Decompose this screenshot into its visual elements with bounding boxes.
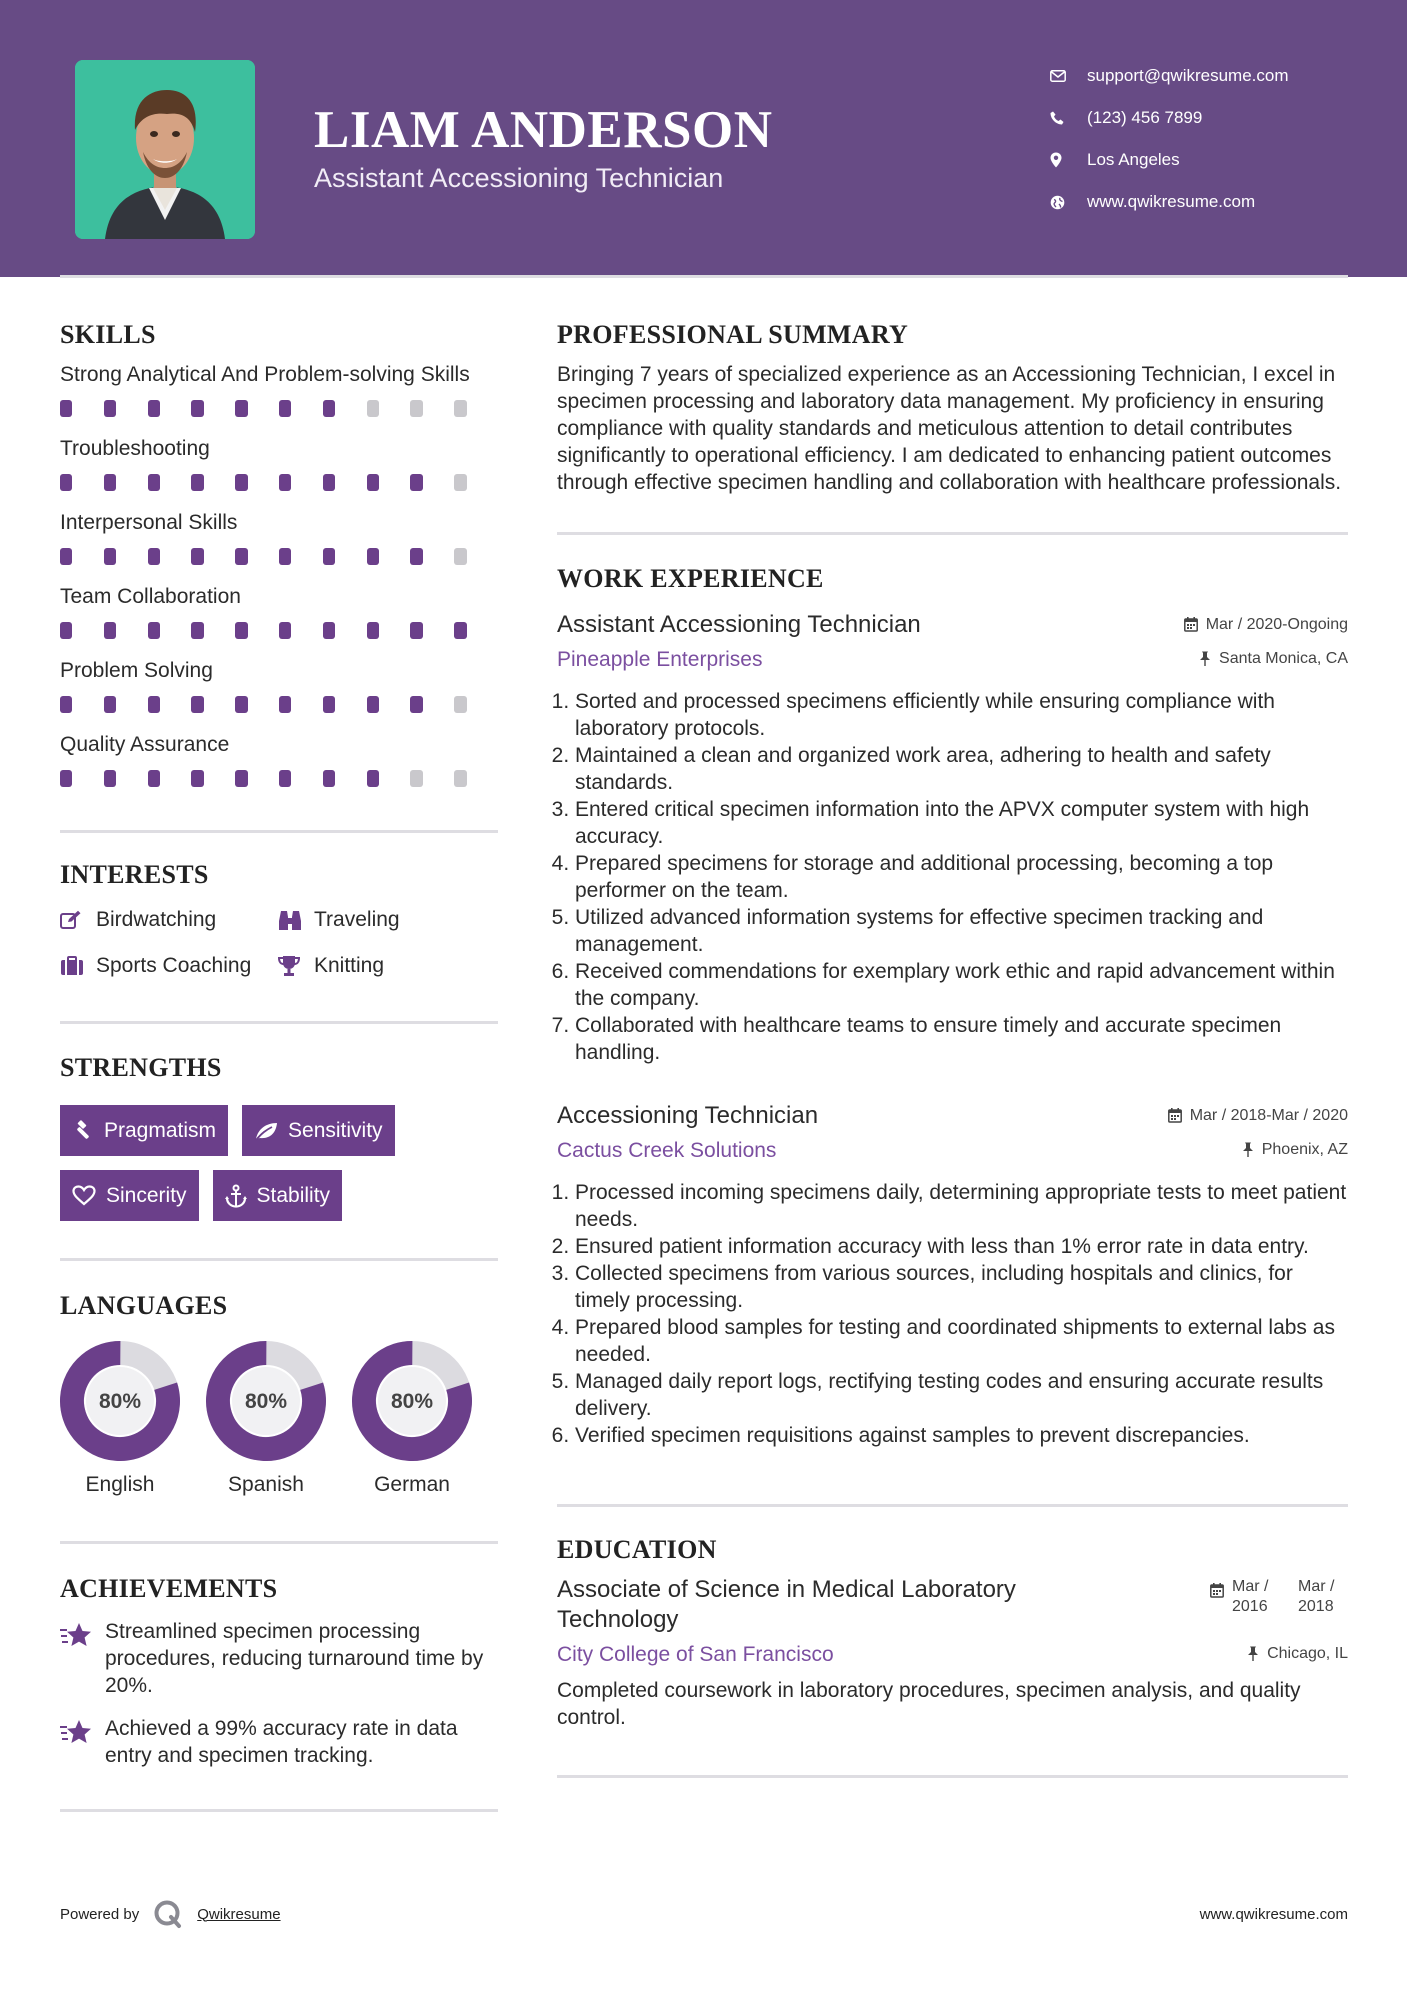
envelope-icon xyxy=(1050,70,1087,82)
experience-heading: WORK EXPERIENCE xyxy=(557,564,824,593)
contact-website[interactable] xyxy=(1050,181,1370,223)
job-bullet: 1. Sorted and processed specimens efficiently while ensuring compliance with laboratory protocols. xyxy=(575,688,1348,742)
star-icon xyxy=(60,1715,105,1769)
achievements-section xyxy=(60,1574,498,1769)
heart-icon xyxy=(72,1185,96,1206)
job-head xyxy=(557,611,1348,639)
interests-list xyxy=(60,907,498,979)
rating-dot-empty xyxy=(454,548,466,565)
section-divider xyxy=(557,532,1348,535)
skill-item xyxy=(60,435,498,492)
section-divider xyxy=(557,1504,1348,1507)
rating-dot-filled xyxy=(191,696,203,713)
skill-rating xyxy=(60,547,498,566)
anchor-icon xyxy=(225,1184,247,1208)
interest-item xyxy=(278,953,498,979)
rating-dot-filled xyxy=(410,548,422,565)
rating-dot-empty xyxy=(454,400,466,417)
skill-item xyxy=(60,583,498,640)
contact-list xyxy=(1050,55,1370,223)
rating-dot-filled xyxy=(104,474,116,491)
job-head xyxy=(557,1102,1348,1130)
job-title: Assistant Accessioning Technician xyxy=(557,611,921,638)
interest-item xyxy=(278,907,498,933)
rating-dot-filled xyxy=(235,548,247,565)
language-item xyxy=(206,1341,326,1497)
summary-heading: PROFESSIONAL SUMMARY xyxy=(557,320,909,349)
skill-rating xyxy=(60,769,498,788)
skill-item xyxy=(60,731,498,788)
rating-dot-empty xyxy=(410,770,422,787)
rating-dot-filled xyxy=(60,474,72,491)
rating-dot-filled xyxy=(235,622,247,639)
pushpin-icon xyxy=(1199,651,1211,666)
calendar-icon xyxy=(1184,617,1198,632)
skills-heading: SKILLS xyxy=(60,320,156,349)
strengths-section xyxy=(60,1053,498,1221)
rating-dot-filled xyxy=(410,622,422,639)
rating-dot-filled xyxy=(104,696,116,713)
rating-dot-filled xyxy=(410,696,422,713)
rating-dot-filled xyxy=(454,622,466,639)
rating-dot-filled xyxy=(148,770,160,787)
candidate-name: LIAM ANDERSON xyxy=(314,101,773,159)
summary-text: Bringing 7 years of specialized experience as an Accessioning Technician, I excel in specimen processing and laboratory data management. My proficiency in ensuring compliance with quality standards and meticulous attention to detail contributes significantly to operational efficiency. I am dedicated to enhancing patient outcomes through effective specimen handling and collaboration with healthcare professionals. xyxy=(557,363,1342,494)
rating-dot-filled xyxy=(323,474,335,491)
skills-list xyxy=(60,361,498,788)
rating-dot-filled xyxy=(191,548,203,565)
rating-dot-filled xyxy=(235,770,247,787)
rating-dot-filled xyxy=(60,770,72,787)
rating-dot-filled xyxy=(60,622,72,639)
job-bullet: 6. Verified specimen requisitions against samples to prevent discrepancies. xyxy=(575,1422,1348,1449)
interests-heading: INTERESTS xyxy=(60,860,209,889)
education-description: Completed coursework in laboratory procedures, specimen analysis, and quality control. xyxy=(557,1679,1301,1729)
strength-label: Stability xyxy=(256,1183,331,1207)
leaf-icon xyxy=(254,1121,278,1141)
rating-dot-filled xyxy=(323,770,335,787)
interests-section xyxy=(60,860,498,979)
job-responsibilities xyxy=(557,1179,1348,1449)
language-percent: 80% xyxy=(244,1390,288,1413)
language-donut xyxy=(352,1341,472,1461)
section-divider xyxy=(60,1809,498,1812)
summary-section xyxy=(557,320,1348,496)
education-location xyxy=(1247,1645,1348,1663)
edit-icon xyxy=(60,910,96,930)
rating-dot-filled xyxy=(367,770,379,787)
languages-section xyxy=(60,1291,498,1497)
skill-name: Problem Solving xyxy=(60,659,213,682)
interest-item xyxy=(60,907,278,933)
skill-rating xyxy=(60,473,498,492)
language-percent: 80% xyxy=(98,1390,142,1413)
education-degree: Associate of Science in Medical Laboratory Technology xyxy=(557,1576,1016,1633)
rating-dot-filled xyxy=(148,696,160,713)
education-school: City College of San Francisco xyxy=(557,1643,834,1666)
qwikresume-logo-icon xyxy=(153,1899,183,1929)
skill-name: Team Collaboration xyxy=(60,585,241,608)
binoculars-icon xyxy=(278,909,314,931)
contact-website-text: www.qwikresume.com xyxy=(1087,192,1256,211)
education-location-text: Chicago, IL xyxy=(1267,1644,1348,1662)
rating-dot-filled xyxy=(235,474,247,491)
rating-dot-filled xyxy=(279,696,291,713)
job-responsibilities xyxy=(557,688,1348,1066)
achievement-item xyxy=(60,1715,498,1769)
strength-tag xyxy=(60,1105,228,1156)
rating-dot-filled xyxy=(410,474,422,491)
strength-tag xyxy=(213,1170,343,1221)
strength-tag xyxy=(242,1105,395,1156)
interest-label: Sports Coaching xyxy=(96,954,252,977)
jobs-list xyxy=(557,611,1348,1449)
globe-icon xyxy=(1050,195,1087,210)
job-location-text: Phoenix, AZ xyxy=(1261,1140,1348,1158)
strength-label: Sensitivity xyxy=(288,1118,383,1142)
job-dates xyxy=(1168,1107,1348,1125)
interest-label: Traveling xyxy=(314,908,400,931)
language-percent: 80% xyxy=(390,1390,434,1413)
section-divider xyxy=(60,830,498,833)
rating-dot-filled xyxy=(367,474,379,491)
calendar-icon xyxy=(1210,1577,1224,1598)
rating-dot-filled xyxy=(367,548,379,565)
rating-dot-filled xyxy=(148,474,160,491)
rating-dot-filled xyxy=(279,770,291,787)
language-item xyxy=(352,1341,472,1497)
skill-rating xyxy=(60,621,498,640)
strengths-heading: STRENGTHS xyxy=(60,1053,222,1082)
rating-dot-filled xyxy=(323,696,335,713)
rating-dot-filled xyxy=(148,548,160,565)
rating-dot-filled xyxy=(60,548,72,565)
job-entry xyxy=(557,1102,1348,1449)
job-bullet: 3. Entered critical specimen information into the APVX computer system with high accuracy. xyxy=(575,796,1348,850)
rating-dot-filled xyxy=(279,474,291,491)
education-head xyxy=(557,1575,1348,1635)
rating-dot-filled xyxy=(279,622,291,639)
section-divider xyxy=(60,1021,498,1024)
rating-dot-filled xyxy=(148,400,160,417)
map-pin-icon xyxy=(1050,152,1087,168)
languages-list xyxy=(60,1341,498,1497)
interest-item xyxy=(60,953,278,979)
skill-rating xyxy=(60,695,498,714)
job-company: Pineapple Enterprises xyxy=(557,648,763,671)
skill-name: Interpersonal Skills xyxy=(60,511,238,534)
rating-dot-filled xyxy=(279,548,291,565)
job-company: Cactus Creek Solutions xyxy=(557,1139,777,1162)
rating-dot-empty xyxy=(454,696,466,713)
job-dates-text: Mar / 2018-Mar / 2020 xyxy=(1189,1106,1348,1124)
job-bullet: 7. Collaborated with healthcare teams to ensure timely and accurate specimen handling. xyxy=(575,1012,1348,1066)
job-dates-text: Mar / 2020-Ongoing xyxy=(1205,615,1348,633)
trophy-icon xyxy=(278,955,314,977)
contact-location-text: Los Angeles xyxy=(1087,150,1180,169)
job-location xyxy=(1199,650,1348,668)
job-bullet: 2. Maintained a clean and organized work area, adhering to health and safety standards. xyxy=(575,742,1348,796)
interest-label: Birdwatching xyxy=(96,908,217,931)
education-date-end: Mar / 2018 xyxy=(1298,1578,1335,1615)
rating-dot-filled xyxy=(104,548,116,565)
job-subhead xyxy=(557,648,1348,672)
section-divider xyxy=(60,1541,498,1544)
language-name: German xyxy=(374,1473,450,1496)
job-bullet: 1. Processed incoming specimens daily, determining appropriate tests to meet patient needs. xyxy=(575,1179,1348,1233)
rating-dot-filled xyxy=(60,400,72,417)
skill-name: Troubleshooting xyxy=(60,437,210,460)
rating-dot-filled xyxy=(60,696,72,713)
left-column xyxy=(60,320,498,1812)
skill-item xyxy=(60,657,498,714)
rating-dot-filled xyxy=(148,622,160,639)
achievement-text: Streamlined specimen processing procedures, reducing turnaround time by 20%. xyxy=(105,1620,484,1697)
rating-dot-filled xyxy=(323,400,335,417)
job-bullet: 5. Utilized advanced information systems for effective specimen tracking and management. xyxy=(575,904,1348,958)
contact-email-text: support@qwikresume.com xyxy=(1087,66,1289,85)
language-name: English xyxy=(85,1473,155,1496)
education-subhead xyxy=(557,1643,1348,1667)
rating-dot-filled xyxy=(104,622,116,639)
rating-dot-empty xyxy=(367,400,379,417)
rating-dot-empty xyxy=(454,474,466,491)
rating-dot-empty xyxy=(410,400,422,417)
language-name: Spanish xyxy=(228,1473,304,1496)
job-bullet: 6. Received commendations for exemplary work ethic and rapid advancement within the company. xyxy=(575,958,1348,1012)
header-banner xyxy=(0,0,1407,277)
phone-icon xyxy=(1050,111,1087,125)
rating-dot-filled xyxy=(191,400,203,417)
language-donut xyxy=(206,1341,326,1461)
rating-dot-filled xyxy=(323,548,335,565)
rating-dot-filled xyxy=(104,770,116,787)
skill-name: Strong Analytical And Problem-solving Skills xyxy=(60,363,470,386)
education-section xyxy=(557,1535,1348,1731)
right-column xyxy=(557,320,1348,1778)
strength-label: Sincerity xyxy=(106,1183,187,1207)
calendar-icon xyxy=(1168,1108,1182,1123)
experience-section xyxy=(557,564,1348,1449)
footer-website[interactable]: www.qwikresume.com xyxy=(1199,1906,1348,1923)
achievement-text: Achieved a 99% accuracy rate in data entry and specimen tracking. xyxy=(105,1717,458,1767)
job-dates xyxy=(1184,616,1348,634)
language-donut xyxy=(60,1341,180,1461)
contact-email[interactable] xyxy=(1050,55,1370,97)
skill-item xyxy=(60,509,498,566)
pushpin-icon xyxy=(1242,1142,1254,1157)
rating-dot-filled xyxy=(235,400,247,417)
skill-rating xyxy=(60,399,498,418)
rating-dot-filled xyxy=(191,474,203,491)
powered-by-text: Powered by xyxy=(60,1905,140,1923)
job-bullet: 4. Prepared specimens for storage and additional processing, becoming a top performer on the team. xyxy=(575,850,1348,904)
job-entry xyxy=(557,611,1348,1066)
languages-heading: LANGUAGES xyxy=(60,1291,228,1320)
rating-dot-filled xyxy=(367,622,379,639)
rating-dot-filled xyxy=(279,400,291,417)
education-heading: EDUCATION xyxy=(557,1535,717,1564)
job-bullet: 5. Managed daily report logs, rectifying testing codes and ensuring accurate results delivery. xyxy=(575,1368,1348,1422)
section-divider xyxy=(557,1775,1348,1778)
rating-dot-filled xyxy=(367,696,379,713)
interest-label: Knitting xyxy=(314,954,385,977)
rating-dot-filled xyxy=(104,400,116,417)
achievement-item xyxy=(60,1618,498,1699)
profile-photo xyxy=(75,60,255,239)
rating-dot-filled xyxy=(191,622,203,639)
education-date-start: Mar / 2016 xyxy=(1232,1578,1269,1615)
skills-section xyxy=(60,320,498,788)
job-title: Accessioning Technician xyxy=(557,1102,819,1129)
skill-name: Quality Assurance xyxy=(60,733,230,756)
section-divider xyxy=(60,1258,498,1261)
contact-location xyxy=(1050,139,1370,181)
briefcase-icon xyxy=(60,956,96,976)
footer-powered-by xyxy=(60,1899,281,1929)
achievements-heading: ACHIEVEMENTS xyxy=(60,1574,278,1603)
job-bullet: 2. Ensured patient information accuracy with less than 1% error rate in data entry. xyxy=(575,1233,1348,1260)
candidate-title: Assistant Accessioning Technician xyxy=(314,163,724,193)
header-divider xyxy=(60,275,1348,278)
strength-label: Pragmatism xyxy=(104,1118,217,1142)
rating-dot-empty xyxy=(454,770,466,787)
language-item xyxy=(60,1341,180,1497)
contact-phone[interactable] xyxy=(1050,97,1370,139)
skill-item xyxy=(60,361,498,418)
strengths-list xyxy=(60,1105,480,1221)
qwikresume-link[interactable]: Qwikresume xyxy=(197,1905,281,1923)
contact-phone-text: (123) 456 7899 xyxy=(1087,108,1203,127)
rating-dot-filled xyxy=(235,696,247,713)
job-bullet: 4. Prepared blood samples for testing and coordinated shipments to external labs as needed. xyxy=(575,1314,1348,1368)
job-bullet: 3. Collected specimens from various sources, including hospitals and clinics, for timely processing. xyxy=(575,1260,1348,1314)
gavel-icon xyxy=(72,1120,94,1142)
pushpin-icon xyxy=(1247,1646,1259,1661)
education-dates xyxy=(1210,1575,1348,1617)
strength-tag xyxy=(60,1170,199,1221)
job-location-text: Santa Monica, CA xyxy=(1219,649,1348,667)
rating-dot-filled xyxy=(323,622,335,639)
star-icon xyxy=(60,1618,105,1699)
job-subhead xyxy=(557,1139,1348,1163)
rating-dot-filled xyxy=(191,770,203,787)
job-location xyxy=(1242,1141,1348,1159)
